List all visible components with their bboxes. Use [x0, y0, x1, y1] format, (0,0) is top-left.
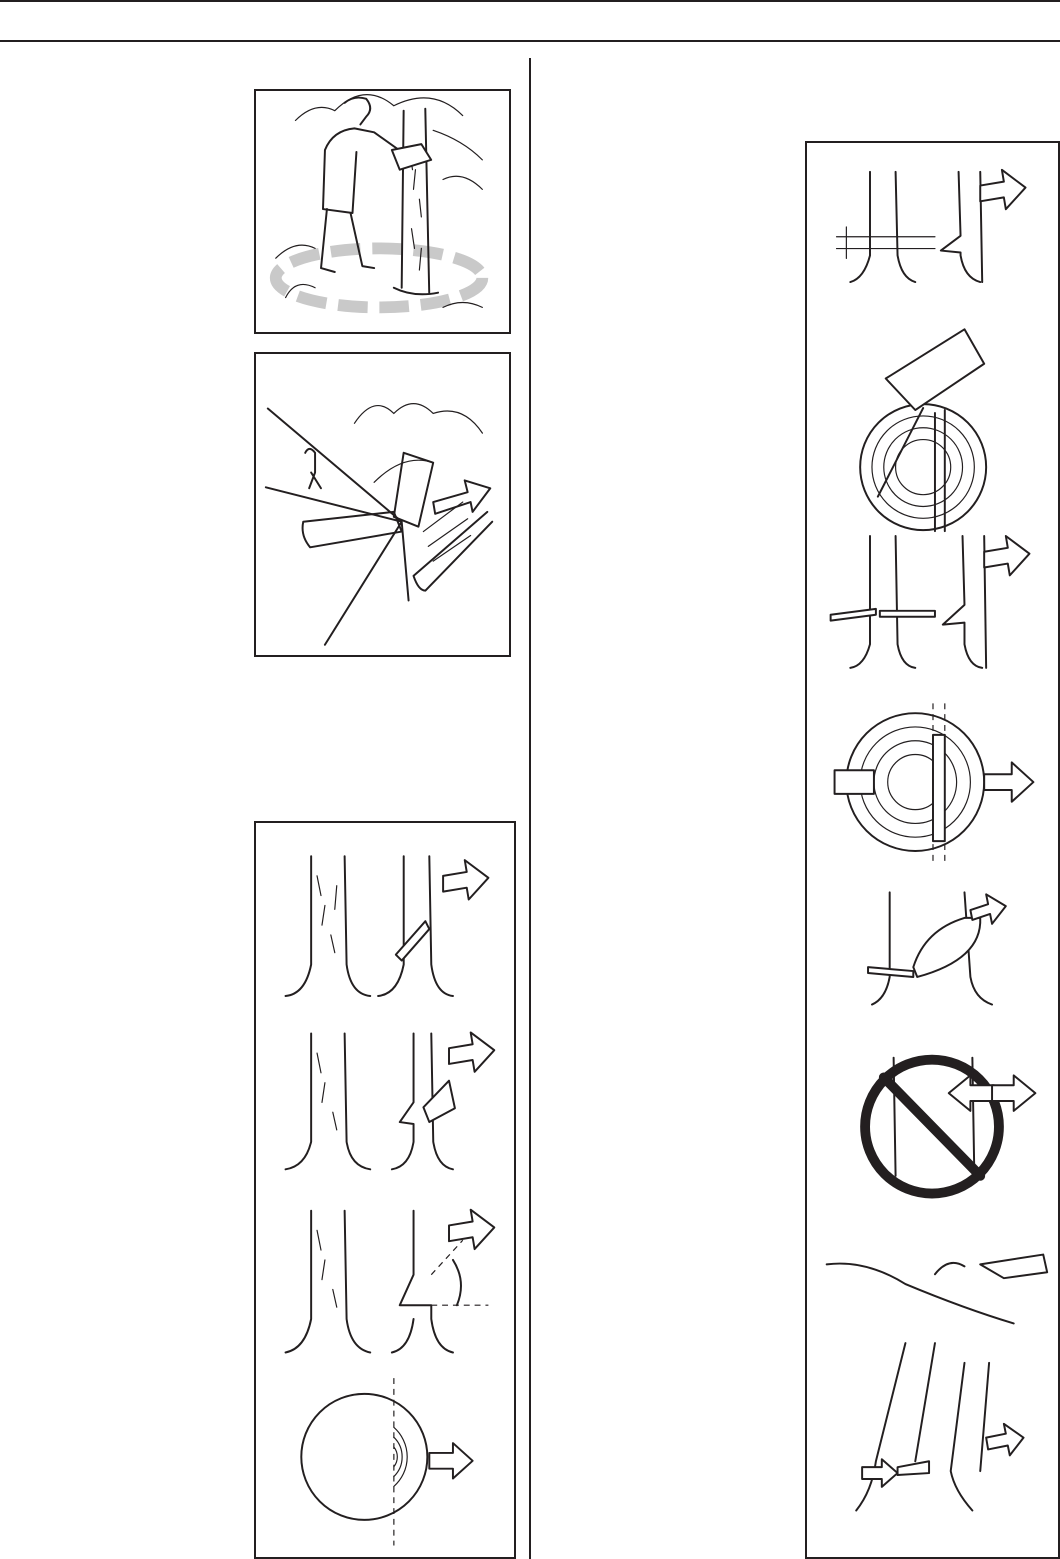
direction-arrow-2 [449, 1032, 494, 1071]
tree-crown [354, 404, 482, 483]
direction-arrow-3 [449, 1210, 494, 1249]
direction-arrow-1 [443, 860, 488, 899]
operator-clearing-tree-drawing [256, 91, 509, 332]
felling-cut-sequence-drawing [807, 143, 1058, 1557]
operator-helmet [345, 98, 371, 125]
notch-step-3 [286, 1210, 495, 1353]
notch-steps-drawing [256, 823, 514, 1557]
notch-step-4-stump [301, 1378, 472, 1545]
header-rule [0, 40, 1060, 42]
tree-trunk [402, 109, 430, 293]
turning-hook [935, 1263, 965, 1274]
felling-step-prohibited [865, 1058, 1035, 1194]
notch-step-2 [286, 1032, 495, 1169]
direction-arrow-4 [429, 1443, 472, 1478]
retreat-lines [266, 409, 409, 645]
illustration-directional-notch [254, 821, 516, 1559]
felling-wedge [980, 1255, 1047, 1279]
felling-step-hinge [837, 170, 1026, 282]
top-border-rule [0, 0, 1060, 2]
person-figure [305, 449, 321, 488]
safety-zone-dashed-ring [276, 248, 483, 307]
felling-tools [827, 1255, 1047, 1324]
illustration-felling-cut-sequence [805, 141, 1060, 1559]
felling-step-wedge-in-cut [856, 1343, 1023, 1510]
felling-step-hinge-topview [835, 703, 1034, 862]
column-divider [529, 58, 531, 1559]
felling-step-wedge [831, 536, 1030, 668]
operator-legs [321, 209, 374, 272]
notch-step-1 [286, 856, 489, 996]
breaking-bar [827, 1264, 1014, 1324]
illustration-clear-work-area [254, 89, 511, 334]
retreat-path-drawing [256, 354, 509, 655]
felled-log-right [414, 512, 493, 591]
felling-direction-arrow [433, 480, 490, 513]
felling-step-breaking-bar [868, 892, 1006, 1004]
felling-step-saw-cut [860, 329, 986, 531]
illustration-felling-direction [254, 352, 511, 657]
operator-body [323, 128, 402, 213]
saw-body [886, 329, 984, 410]
